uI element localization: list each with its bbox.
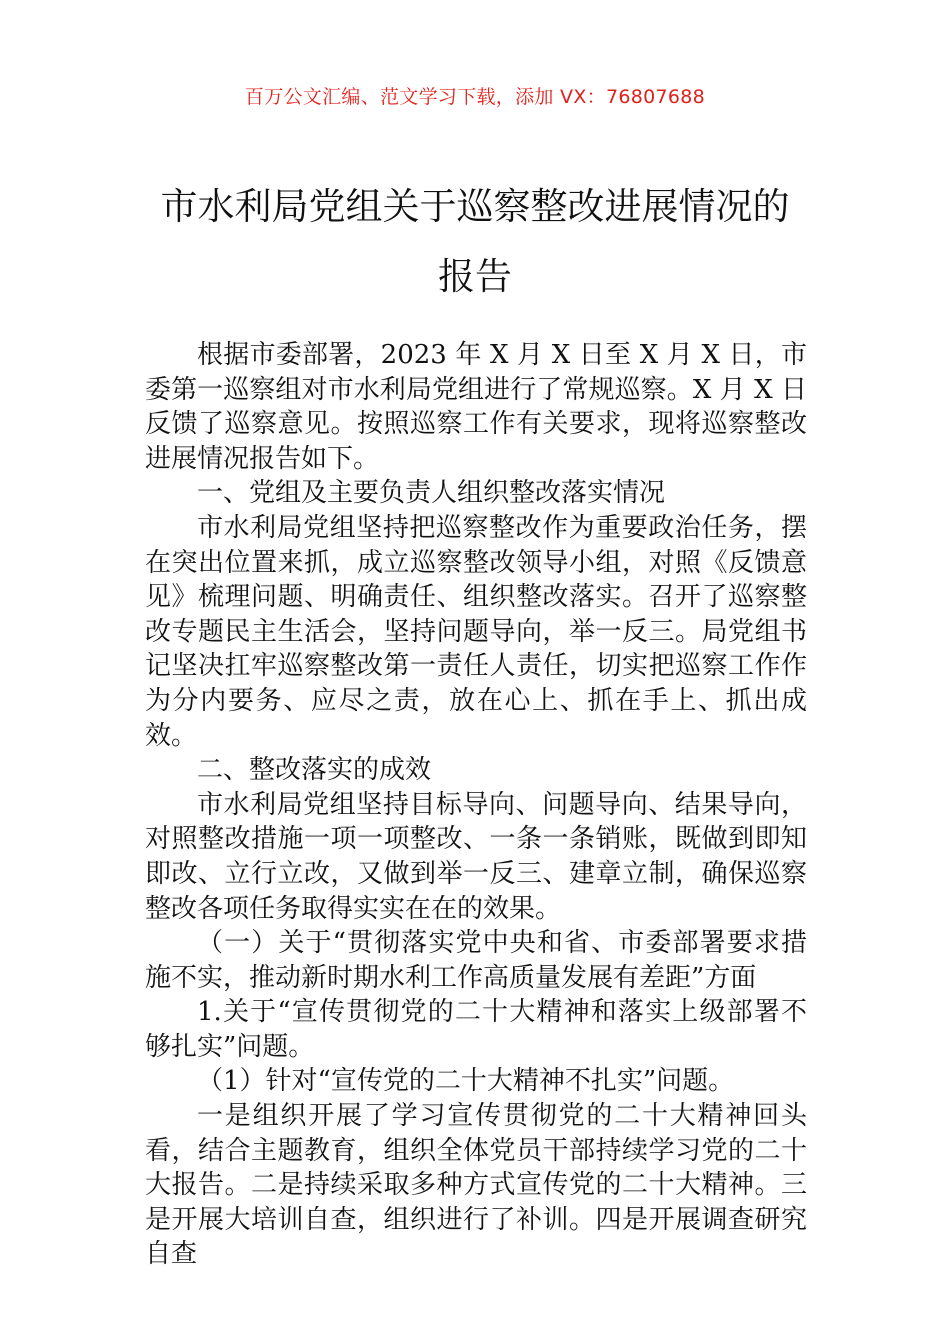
sub-item-heading-1: （1）针对“宣传党的二十大精神不扎实”问题。 [197, 1066, 735, 1097]
paragraph-section-2: 市水利局党组坚持目标导向、问题导向、结果导向，对照整改措施一项一项整改、一条一条销账，既做到即知即改、立行立改，又做到举一反三、建章立制，确保巡察整改各项任务取得实实在在的效果。 [145, 789, 807, 924]
paragraph-measures: 一是组织开展了学习宣传贯彻党的二十大精神回头看，结合主题教育，组织全体党员干部持续学习党的二十大报告。二是持续采取多种方式宣传党的二十大精神。三是开展大培训自查，组织进行了补训。四是开展调查研究自查 [145, 1101, 807, 1270]
item-heading-1: 1.关于“宣传贯彻党的二十大精神和落实上级部署不够扎实”问题。 [145, 997, 807, 1062]
document-title: 市水利局党组关于巡察整改进展情况的报告 [160, 185, 790, 298]
subsection-heading-1: （一）关于“贯彻落实党中央和省、市委部署要求措施不实，推动新时期水利工作高质量发展有差距”方面 [145, 928, 807, 993]
paragraph-intro: 根据市委部署，2023 年 X 月 X 日至 X 月 X 日，市委第一巡察组对市水利局党组进行了常规巡察。X 月 X 日反馈了巡察意见。按照巡察工作有关要求，现将巡察整改进展情况报告如下。 [145, 340, 807, 474]
paragraph-section-1: 市水利局党组坚持把巡察整改作为重要政治任务，摆在突出位置来抓，成立巡察整改领导小组，对照《反馈意见》梳理问题、明确责任、组织整改落实。召开了巡察整改专题民主生活会，坚持问题导向，举一反三。局党组书记坚决扛牢巡察整改第一责任人责任，切实把巡察工作作为分内要务、应尽之责，放在心上、抓在手上、抓出成效。 [145, 512, 807, 751]
watermark-text: 百万公文汇编、范文学习下载，添加 VX：76807688 [244, 86, 706, 108]
section-heading-1: 一、党组及主要负责人组织整改落实情况 [197, 478, 666, 509]
document-body [145, 338, 807, 1272]
section-heading-2: 二、整改落实的成效 [197, 755, 432, 786]
